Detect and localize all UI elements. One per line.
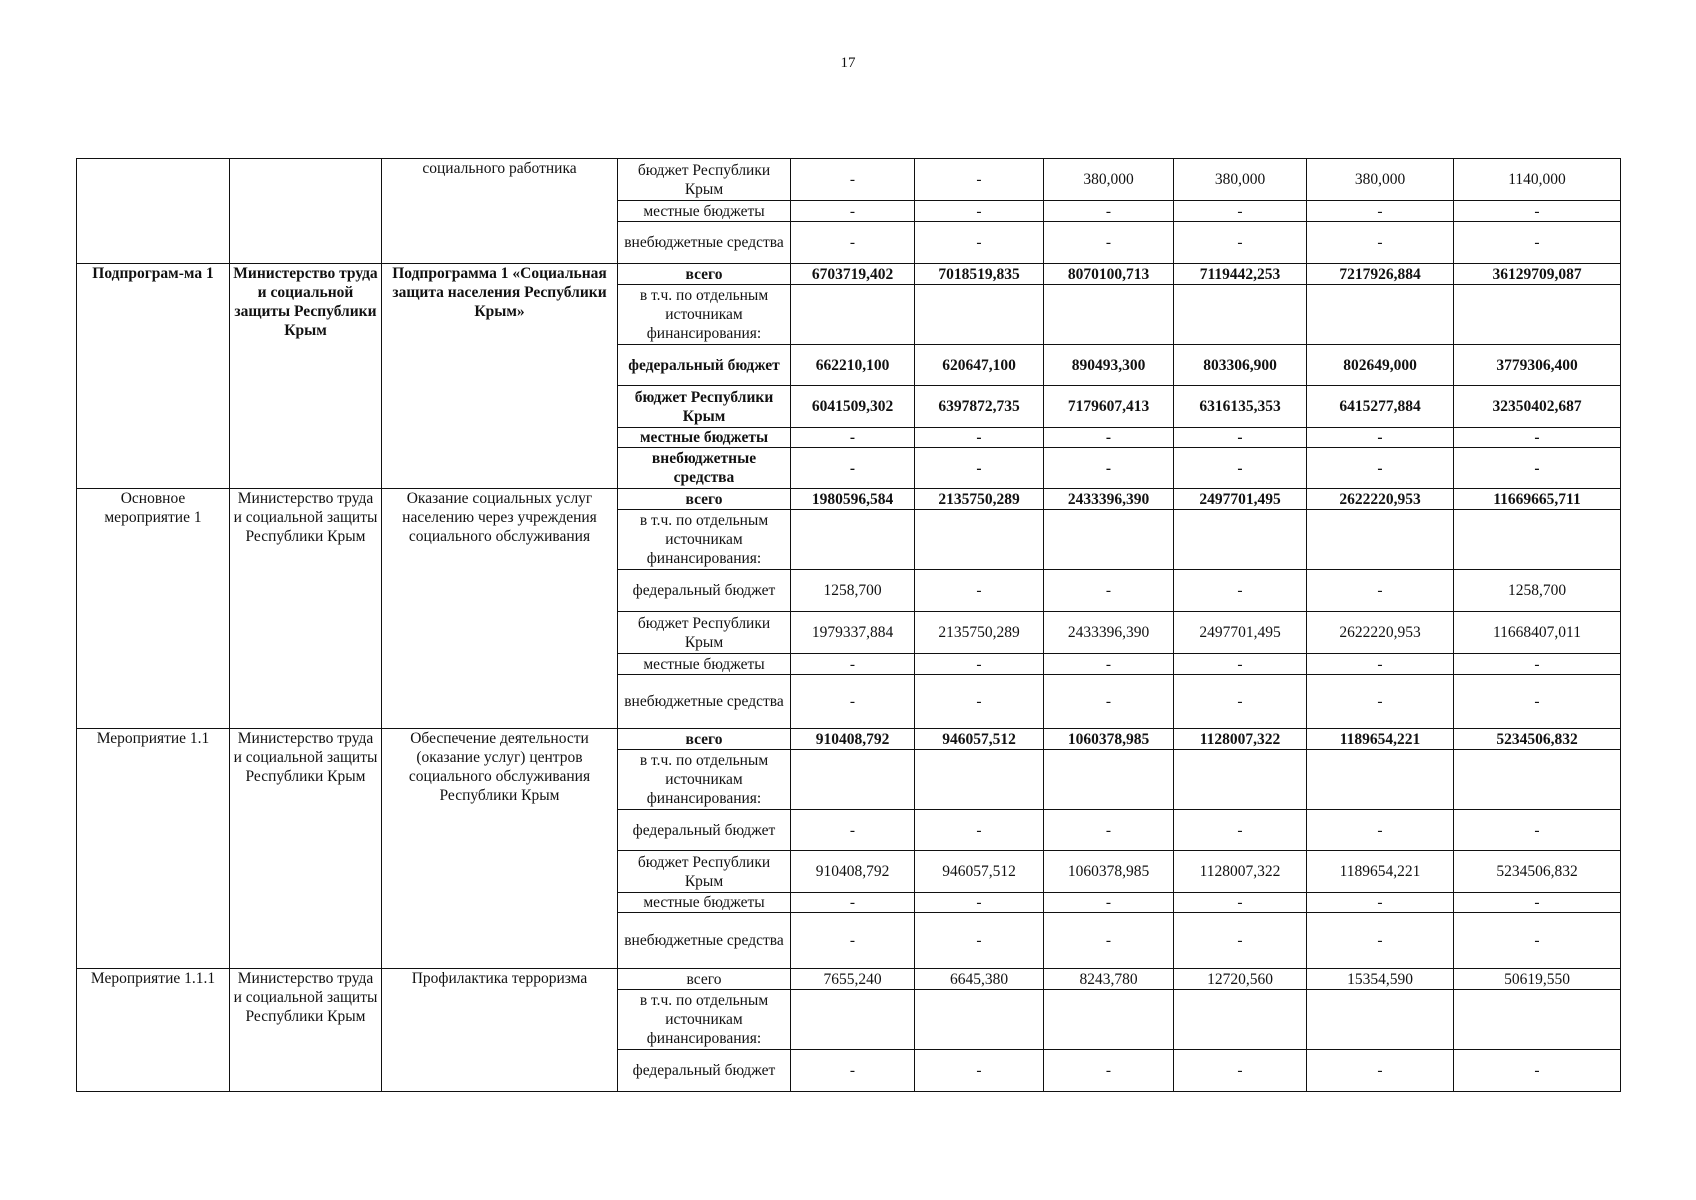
funding-source-cell: федеральный бюджет [618,810,791,851]
row-code-cell: Основное мероприятие 1 [77,489,230,729]
year-value-cell: - [1044,675,1174,729]
total-value-cell: - [1454,201,1621,222]
year-value-cell: - [791,201,915,222]
year-value-cell: - [791,913,915,969]
year-value-cell: 2497701,495 [1174,489,1307,510]
year-value-cell: - [915,159,1044,201]
funding-source-cell: всего [618,969,791,990]
year-value-cell: 1980596,584 [791,489,915,510]
total-value-cell: 1140,000 [1454,159,1621,201]
year-value-cell: 6415277,884 [1307,386,1454,428]
year-value-cell: 2433396,390 [1044,612,1174,654]
year-value-cell: - [1044,810,1174,851]
year-value-cell [791,990,915,1050]
year-value-cell: 7018519,835 [915,264,1044,285]
total-value-cell: - [1454,893,1621,913]
total-value-cell: 5234506,832 [1454,851,1621,893]
table-row [77,729,1621,750]
year-value-cell: - [791,222,915,264]
total-value-cell: 1258,700 [1454,570,1621,612]
total-value-cell: - [1454,1050,1621,1092]
year-value-cell: 6316135,353 [1174,386,1307,428]
year-value-cell: 12720,560 [1174,969,1307,990]
year-value-cell [1044,990,1174,1050]
year-value-cell: 1060378,985 [1044,729,1174,750]
table-row [77,159,1621,201]
funding-source-cell: в т.ч. по отдельным источникам финансирования: [618,750,791,810]
year-value-cell: - [1044,428,1174,448]
year-value-cell: - [1307,222,1454,264]
total-value-cell: - [1454,675,1621,729]
year-value-cell: 803306,900 [1174,345,1307,386]
year-value-cell: - [1174,448,1307,489]
funding-source-cell: в т.ч. по отдельным источникам финансирования: [618,510,791,570]
year-value-cell: 7119442,253 [1174,264,1307,285]
year-value-cell: 2433396,390 [1044,489,1174,510]
year-value-cell: - [915,913,1044,969]
year-value-cell: - [1307,448,1454,489]
year-value-cell [1307,285,1454,345]
year-value-cell: - [915,428,1044,448]
funding-source-cell: внебюджетные средства [618,675,791,729]
year-value-cell: 620647,100 [915,345,1044,386]
year-value-cell: - [791,810,915,851]
year-value-cell: 380,000 [1307,159,1454,201]
total-value-cell: 11669665,711 [1454,489,1621,510]
year-value-cell: 1189654,221 [1307,729,1454,750]
year-value-cell: - [791,654,915,675]
total-value-cell [1454,285,1621,345]
year-value-cell: 946057,512 [915,729,1044,750]
year-value-cell: - [1044,654,1174,675]
year-value-cell: - [1307,893,1454,913]
year-value-cell: 6041509,302 [791,386,915,428]
year-value-cell: 8070100,713 [1044,264,1174,285]
year-value-cell: - [1307,570,1454,612]
year-value-cell [915,750,1044,810]
year-value-cell: - [1307,428,1454,448]
funding-source-cell: внебюджетные средства [618,222,791,264]
row-code-cell [77,159,230,264]
executor-cell: Министерство труда и социальной защиты Республики Крым [230,489,382,729]
year-value-cell: 946057,512 [915,851,1044,893]
total-value-cell: 36129709,087 [1454,264,1621,285]
funding-source-cell: внебюджетные средства [618,913,791,969]
year-value-cell: - [1044,1050,1174,1092]
year-value-cell: - [915,675,1044,729]
program-name-cell: Обеспечение деятельности (оказание услуг) центров социального обслуживания Республики Крым [382,729,618,969]
funding-source-cell: федеральный бюджет [618,570,791,612]
funding-source-cell: федеральный бюджет [618,1050,791,1092]
year-value-cell: 1189654,221 [1307,851,1454,893]
total-value-cell: 50619,550 [1454,969,1621,990]
year-value-cell: 1258,700 [791,570,915,612]
year-value-cell: - [915,570,1044,612]
program-name-cell: Подпрограмма 1 «Социальная защита населения Республики Крым» [382,264,618,489]
table-row [77,969,1621,990]
total-value-cell: 11668407,011 [1454,612,1621,654]
year-value-cell: 802649,000 [1307,345,1454,386]
total-value-cell [1454,510,1621,570]
year-value-cell: - [1307,654,1454,675]
total-value-cell: - [1454,428,1621,448]
year-value-cell: 6397872,735 [915,386,1044,428]
year-value-cell: - [791,893,915,913]
year-value-cell: - [915,1050,1044,1092]
year-value-cell: 910408,792 [791,851,915,893]
year-value-cell: 2497701,495 [1174,612,1307,654]
year-value-cell: 8243,780 [1044,969,1174,990]
year-value-cell: 910408,792 [791,729,915,750]
total-value-cell: - [1454,222,1621,264]
year-value-cell: - [1174,1050,1307,1092]
funding-source-cell: внебюджетные средства [618,448,791,489]
table-row [77,489,1621,510]
year-value-cell: 7217926,884 [1307,264,1454,285]
year-value-cell: - [915,222,1044,264]
year-value-cell: - [1174,201,1307,222]
year-value-cell: - [791,448,915,489]
year-value-cell: - [1044,222,1174,264]
year-value-cell: 2622220,953 [1307,489,1454,510]
year-value-cell: 6645,380 [915,969,1044,990]
year-value-cell: - [915,448,1044,489]
year-value-cell: - [1307,675,1454,729]
year-value-cell: - [1044,913,1174,969]
year-value-cell: - [1174,893,1307,913]
year-value-cell: - [1174,810,1307,851]
funding-source-cell: местные бюджеты [618,428,791,448]
row-code-cell: Мероприятие 1.1 [77,729,230,969]
year-value-cell: - [791,1050,915,1092]
year-value-cell: - [915,893,1044,913]
executor-cell: Министерство труда и социальной защиты Республики Крым [230,264,382,489]
year-value-cell: 1128007,322 [1174,729,1307,750]
year-value-cell: 1979337,884 [791,612,915,654]
year-value-cell: 6703719,402 [791,264,915,285]
year-value-cell [1044,285,1174,345]
year-value-cell: 662210,100 [791,345,915,386]
year-value-cell: 890493,300 [1044,345,1174,386]
year-value-cell: 2135750,289 [915,612,1044,654]
year-value-cell: 7655,240 [791,969,915,990]
year-value-cell: 1128007,322 [1174,851,1307,893]
executor-cell [230,159,382,264]
year-value-cell: 2135750,289 [915,489,1044,510]
year-value-cell: - [1044,448,1174,489]
year-value-cell: - [1174,654,1307,675]
funding-source-cell: федеральный бюджет [618,345,791,386]
year-value-cell: - [915,654,1044,675]
year-value-cell: - [1174,428,1307,448]
year-value-cell [1307,510,1454,570]
year-value-cell: - [1307,913,1454,969]
year-value-cell: 380,000 [1174,159,1307,201]
year-value-cell [1307,750,1454,810]
year-value-cell [791,750,915,810]
budget-table-body [77,159,1621,1092]
year-value-cell [1307,990,1454,1050]
total-value-cell [1454,750,1621,810]
year-value-cell [791,285,915,345]
funding-source-cell: бюджет Республики Крым [618,386,791,428]
page-number: 17 [840,55,856,71]
executor-cell: Министерство труда и социальной защиты Республики Крым [230,729,382,969]
total-value-cell: - [1454,810,1621,851]
year-value-cell [1044,510,1174,570]
year-value-cell [1174,510,1307,570]
total-value-cell: - [1454,448,1621,489]
executor-cell: Министерство труда и социальной защиты Республики Крым [230,969,382,1092]
year-value-cell [915,990,1044,1050]
funding-source-cell: в т.ч. по отдельным источникам финансирования: [618,285,791,345]
year-value-cell: - [1307,810,1454,851]
funding-source-cell: местные бюджеты [618,201,791,222]
year-value-cell: - [1044,570,1174,612]
program-name-cell: социального работника [382,159,618,264]
year-value-cell [915,285,1044,345]
year-value-cell: - [1307,201,1454,222]
total-value-cell [1454,990,1621,1050]
year-value-cell: 7179607,413 [1044,386,1174,428]
row-code-cell: Мероприятие 1.1.1 [77,969,230,1092]
year-value-cell: - [1174,570,1307,612]
funding-source-cell: бюджет Республики Крым [618,159,791,201]
year-value-cell: - [1044,201,1174,222]
year-value-cell: - [915,810,1044,851]
year-value-cell: - [1174,913,1307,969]
year-value-cell: - [915,201,1044,222]
funding-source-cell: всего [618,264,791,285]
funding-source-cell: местные бюджеты [618,654,791,675]
year-value-cell: 1060378,985 [1044,851,1174,893]
year-value-cell [1174,750,1307,810]
year-value-cell: - [1174,675,1307,729]
year-value-cell: 380,000 [1044,159,1174,201]
year-value-cell: - [1044,893,1174,913]
year-value-cell: - [1174,222,1307,264]
year-value-cell [1174,990,1307,1050]
total-value-cell: - [1454,913,1621,969]
funding-source-cell: местные бюджеты [618,893,791,913]
year-value-cell [1044,750,1174,810]
total-value-cell: 3779306,400 [1454,345,1621,386]
year-value-cell: - [1307,1050,1454,1092]
year-value-cell [1174,285,1307,345]
program-name-cell: Профилактика терроризма [382,969,618,1092]
year-value-cell: 15354,590 [1307,969,1454,990]
year-value-cell [791,510,915,570]
total-value-cell: 32350402,687 [1454,386,1621,428]
year-value-cell: 2622220,953 [1307,612,1454,654]
funding-source-cell: бюджет Республики Крым [618,851,791,893]
year-value-cell [915,510,1044,570]
program-name-cell: Оказание социальных услуг населению через учреждения социального обслуживания [382,489,618,729]
total-value-cell: - [1454,654,1621,675]
year-value-cell: - [791,675,915,729]
table-row [77,264,1621,285]
funding-source-cell: бюджет Республики Крым [618,612,791,654]
year-value-cell: - [791,428,915,448]
budget-table [76,158,1621,1092]
total-value-cell: 5234506,832 [1454,729,1621,750]
row-code-cell: Подпрограм-ма 1 [77,264,230,489]
funding-source-cell: всего [618,489,791,510]
funding-source-cell: всего [618,729,791,750]
funding-source-cell: в т.ч. по отдельным источникам финансирования: [618,990,791,1050]
year-value-cell: - [791,159,915,201]
